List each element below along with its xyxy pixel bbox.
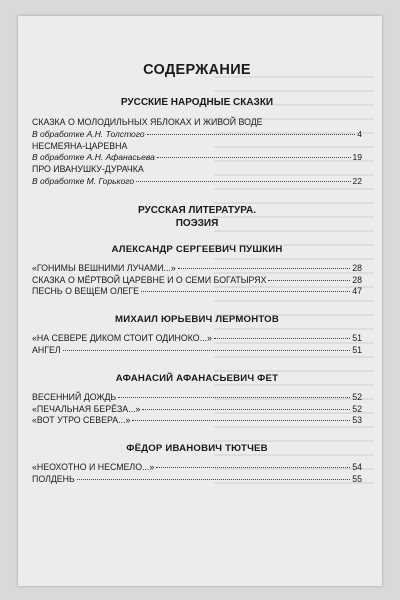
toc-entry[interactable]	[32, 462, 362, 474]
entry-title: ПЕСНЬ О ВЕЩЕМ ОЛЕГЕ	[32, 286, 140, 297]
author-works	[32, 263, 362, 298]
entry-page: 19	[352, 152, 362, 163]
entry-subtitle: В обработке А.Н. Афанасьева	[32, 152, 155, 163]
entry-page: 55	[352, 473, 362, 484]
leader-dots	[142, 409, 350, 410]
author-works	[32, 392, 362, 427]
entry-title: АНГЕЛ	[32, 344, 61, 355]
entry-page: 4	[357, 128, 362, 139]
entry-title: «ПЕЧАЛЬНАЯ БЕРЁЗА...»	[32, 403, 141, 414]
table-of-contents	[32, 62, 362, 502]
toc-entry[interactable]	[32, 117, 362, 141]
leader-dots	[132, 420, 350, 421]
section-heading-line: РУССКАЯ ЛИТЕРАТУРА.	[137, 204, 257, 216]
leader-dots	[136, 181, 350, 182]
entry-title: ВЕСЕННИЙ ДОЖДЬ	[32, 391, 117, 402]
leader-dots	[156, 467, 350, 468]
section-heading-folk-tales: РУССКИЕ НАРОДНЫЕ СКАЗКИ	[120, 97, 274, 108]
entry-title: НЕСМЕЯНА-ЦАРЕВНА	[32, 140, 128, 151]
toc-entry[interactable]	[32, 141, 362, 165]
leader-dots	[214, 338, 350, 339]
entry-title: СКАЗКА О МЁРТВОЙ ЦАРЕВНЕ И О СЕМИ БОГАТЫРЯХ	[32, 274, 267, 285]
leader-dots	[77, 479, 350, 480]
toc-entry[interactable]	[32, 164, 362, 188]
toc-entry[interactable]	[32, 415, 362, 427]
leader-dots	[118, 397, 350, 398]
entry-page: 52	[352, 391, 362, 402]
leader-dots	[63, 350, 351, 351]
entry-subtitle: В обработке М. Горького	[32, 175, 135, 186]
entry-title: ПРО ИВАНУШКУ-ДУРАЧКА	[32, 164, 144, 175]
book-page	[18, 16, 382, 586]
author-heading: АЛЕКСАНДР СЕРГЕЕВИЧ ПУШКИН	[111, 243, 283, 255]
author-heading: МИХАИЛ ЮРЬЕВИЧ ЛЕРМОНТОВ	[115, 314, 279, 326]
entry-title: «НЕОХОТНО И НЕСМЕЛО...»	[32, 462, 155, 473]
entry-page: 28	[352, 274, 362, 285]
section-folk-tales	[32, 117, 362, 188]
section-heading-line: ПОЭЗИЯ	[175, 217, 219, 229]
leader-dots	[147, 134, 356, 135]
leader-dots	[157, 157, 351, 158]
entry-title: СКАЗКА О МОЛОДИЛЬНЫХ ЯБЛОКАХ И ЖИВОЙ ВОДЕ	[32, 117, 263, 127]
section-heading-literature	[32, 204, 362, 230]
entry-title: «ВОТ УТРО СЕВЕРА...»	[32, 415, 131, 426]
entry-page: 52	[352, 403, 362, 414]
author-works	[32, 462, 362, 486]
toc-entry[interactable]	[32, 474, 362, 486]
toc-entry[interactable]	[32, 275, 362, 287]
leader-dots	[268, 280, 350, 281]
entry-page: 51	[352, 344, 362, 355]
toc-entry[interactable]	[32, 345, 362, 357]
page-title: СОДЕРЖАНИЕ	[143, 62, 251, 78]
toc-entry[interactable]	[32, 333, 362, 345]
entry-title: «ГОНИМЫ ВЕШНИМИ ЛУЧАМИ...»	[32, 262, 176, 273]
entry-title: «НА СЕВЕРЕ ДИКОМ СТОИТ ОДИНОКО...»	[32, 333, 212, 344]
entry-subtitle: В обработке А.Н. Толстого	[32, 128, 145, 139]
entry-page: 54	[352, 462, 362, 473]
entry-page: 47	[352, 286, 362, 297]
entry-page: 51	[352, 333, 362, 344]
entry-page: 53	[352, 415, 362, 426]
entry-page: 28	[352, 262, 362, 273]
toc-entry[interactable]	[32, 392, 362, 404]
author-heading: ФЁДОР ИВАНОВИЧ ТЮТЧЕВ	[126, 443, 268, 455]
toc-entry[interactable]	[32, 263, 362, 275]
entry-title: ПОЛДЕНЬ	[32, 473, 75, 484]
leader-dots	[141, 291, 350, 292]
entry-page: 22	[352, 175, 362, 186]
toc-entry[interactable]	[32, 404, 362, 416]
toc-entry[interactable]	[32, 286, 362, 298]
author-heading: АФАНАСИЙ АФАНАСЬЕВИЧ ФЕТ	[115, 372, 279, 384]
author-works	[32, 333, 362, 357]
leader-dots	[178, 268, 350, 269]
